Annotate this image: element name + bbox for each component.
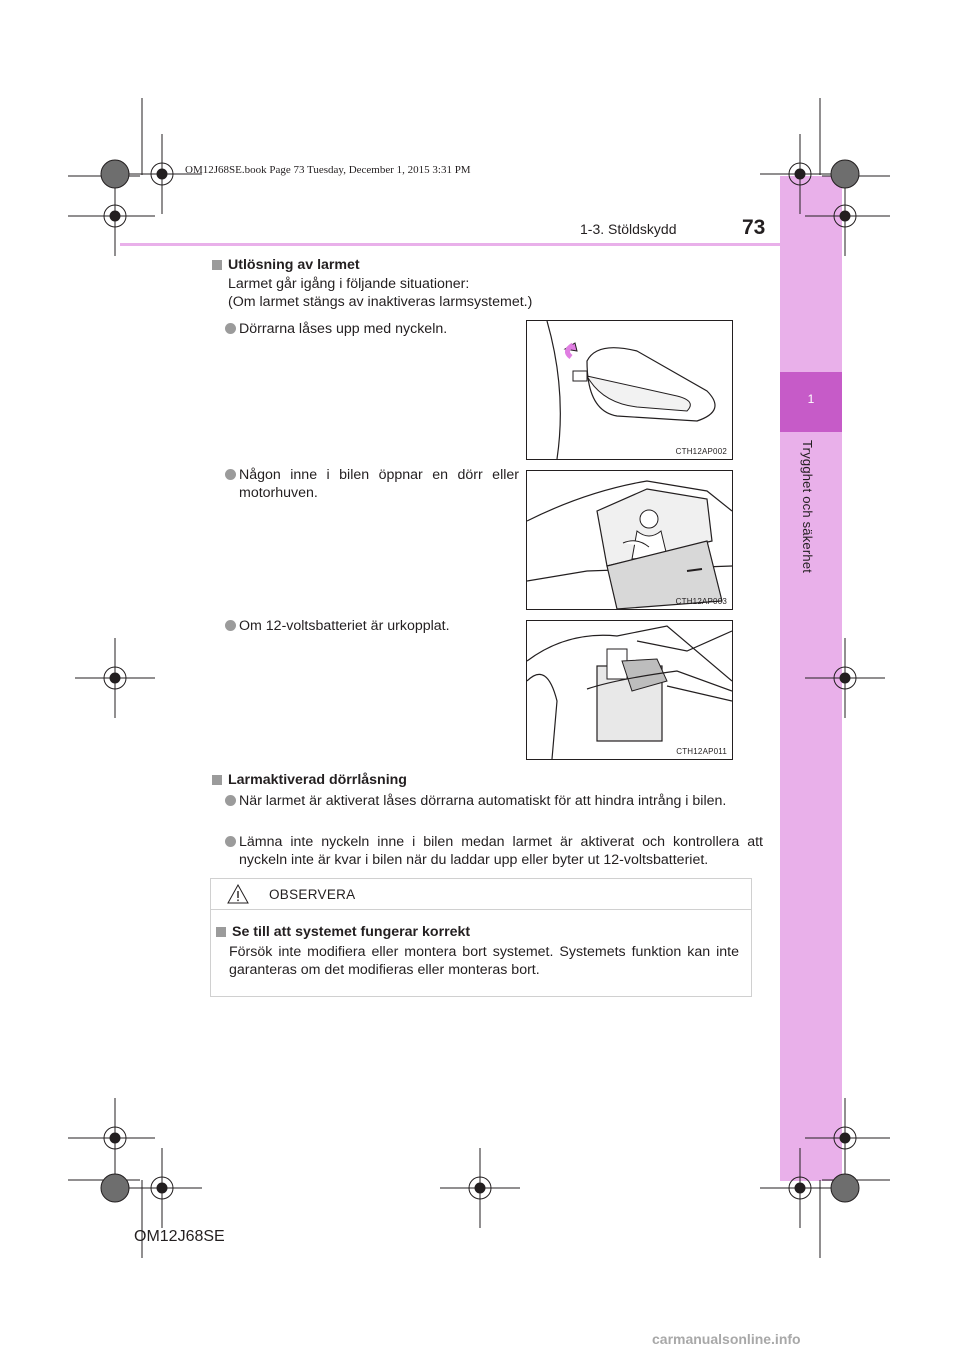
- list-item: Någon inne i bilen öppnar en dörr eller motorhuven.: [225, 466, 519, 502]
- list-item: Dörrarna låses upp med nyckeln.: [225, 320, 519, 338]
- notice-title: OBSERVERA: [269, 887, 356, 902]
- list-item: Om 12-voltsbatteriet är urkopplat.: [225, 617, 519, 635]
- book-stamp: OM12J68SE.book Page 73 Tuesday, December 1, 2015 3:31 PM: [185, 164, 471, 176]
- notice-heading: Se till att systemet fungerar korrekt: [216, 923, 470, 941]
- figure-code: CTH12AP003: [675, 597, 727, 606]
- page-number: 73: [742, 216, 766, 239]
- chapter-number: 1: [807, 392, 815, 406]
- list-item: När larmet är aktiverat låses dörrarna automatiskt för att hindra intrång i bilen.: [225, 792, 763, 810]
- footer-code: OM12J68SE: [134, 1228, 225, 1245]
- figure-code: CTH12AP011: [676, 747, 727, 756]
- section-heading-door-lock: Larmaktiverad dörrlåsning: [212, 771, 407, 789]
- chapter-label: Trygghet och säkerhet: [800, 440, 815, 574]
- intro-line-1: Larmet går igång i följande situationer:: [228, 276, 470, 292]
- list-item: Lämna inte nyckeln inne i bilen medan larmet är aktiverat och kontrollera att nyckeln inte är kvar i bilen när du laddar upp eller byter ut 12-voltsbatteriet.: [225, 833, 763, 869]
- watermark: carmanualsonline.info: [652, 1331, 801, 1347]
- section-title: 1-3. Stöldskydd: [580, 221, 677, 237]
- intro-line-2: (Om larmet stängs av inaktiveras larmsystemet.): [228, 294, 533, 310]
- figure-code: CTH12AP002: [675, 447, 727, 456]
- section-heading-alarm-trigger: Utlösning av larmet: [212, 256, 360, 274]
- notice-body: Försök inte modifiera eller montera bort systemet. Systemets funktion kan inte garanteras om det modifieras eller monteras bort.: [229, 944, 739, 978]
- registration-target-icon: [122, 134, 202, 214]
